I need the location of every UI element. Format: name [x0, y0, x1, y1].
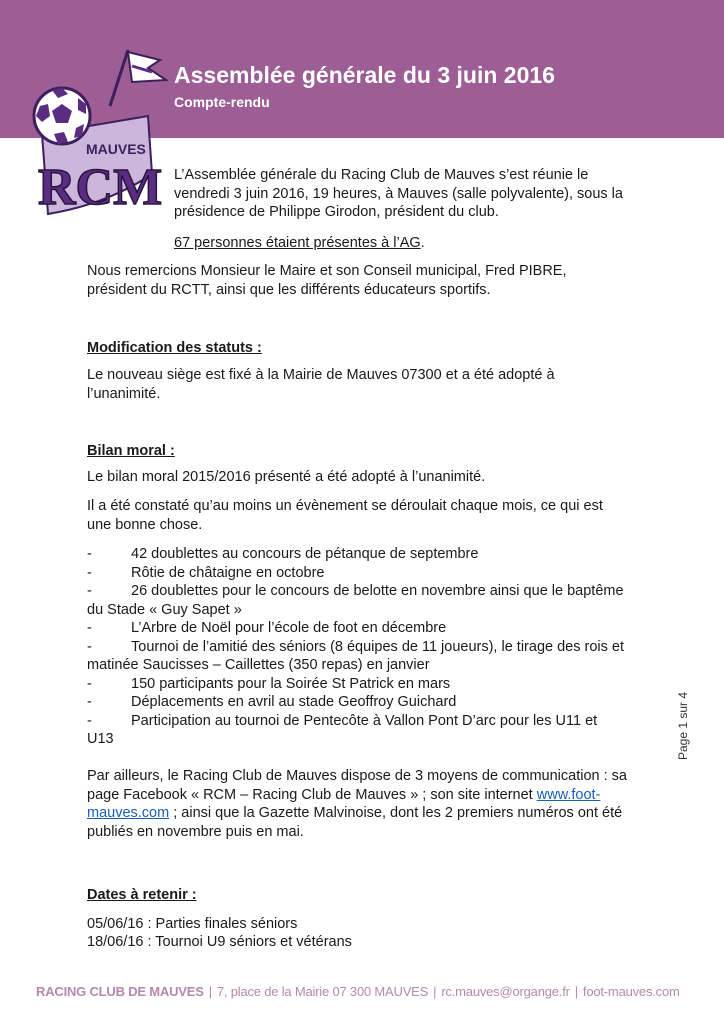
attendance-suffix: .	[420, 235, 425, 251]
list-item-text: 26 doublettes pour le concours de belotte en novembre ainsi que le baptême du Stade « Guy Sapet »	[87, 583, 624, 618]
communication-text-after: ; ainsi que la Gazette Malvinoise, dont les 2 premiers numéros ont été publiés en novembre puis en mai.	[87, 805, 623, 840]
footer-address: 7, place de la Mairie 07 300 MAUVES	[216, 984, 429, 999]
bilan-heading: Bilan moral :	[87, 443, 175, 459]
intro-paragraph: L’Assemblée générale du Racing Club de Mauves s’est réunie le vendredi 3 juin 2016, 19 heures, à Mauves (salle polyvalente), sous la présidence de Philippe Girodon, président du club.	[174, 167, 623, 220]
attendance-text: 67 personnes étaient présentes à l’AG	[174, 235, 421, 251]
list-dash: -	[87, 583, 92, 599]
attendance-line	[174, 234, 644, 253]
list-item	[87, 564, 627, 583]
list-dash: -	[87, 564, 92, 581]
list-item	[87, 693, 627, 712]
list-item-text: 150 participants pour la Soirée St Patrick en mars	[131, 675, 451, 692]
footer	[36, 984, 716, 999]
list-dash: -	[87, 675, 92, 692]
list-item	[87, 638, 627, 675]
list-item	[87, 712, 627, 749]
list-item-text: Tournoi de l’amitié des séniors (8 équipes de 11 joueurs), le tirage des rois et matinée Saucisses – Caillettes (350 repas) en janvier	[87, 638, 624, 673]
dates-item: 05/06/16 : Parties finales séniors	[87, 916, 298, 932]
statuts-text: Le nouveau siège est fixé à la Mairie de Mauves 07300 et a été adopté à l’unanimité.	[87, 367, 555, 402]
bilan-paragraph-1: Le bilan moral 2015/2016 présenté a été adopté à l’unanimité.	[87, 469, 486, 485]
club-logo	[28, 46, 168, 216]
list-item	[87, 619, 627, 638]
communication-text-before: Par ailleurs, le Racing Club de Mauves dispose de 3 moyens de communication : sa page Facebook « RCM – Racing Club de Mauves » ; son site internet	[87, 768, 627, 803]
page-number: Page 1 sur 4	[676, 691, 690, 760]
list-item-text: L’Arbre de Noël pour l’école de foot en décembre	[131, 620, 447, 636]
footer-separator: |	[433, 984, 437, 999]
list-item-text: Participation au tournoi de Pentecôte à Vallon Pont D’arc pour les U11 et U13	[87, 712, 598, 747]
statuts-heading: Modification des statuts :	[87, 340, 262, 356]
dates-heading: Dates à retenir :	[87, 887, 197, 903]
list-dash: -	[87, 694, 92, 710]
page-title: Assemblée générale du 3 juin 2016	[174, 62, 555, 88]
list-item	[87, 582, 627, 619]
logo-top-text: MAUVES	[86, 141, 146, 157]
page-subtitle: Compte-rendu	[174, 94, 270, 110]
website-link[interactable]: www.foot-mauves.com	[87, 786, 601, 821]
list-dash: -	[87, 620, 92, 636]
list-item-text: Déplacements en avril au stade Geoffroy Guichard	[131, 694, 457, 710]
list-item	[87, 545, 627, 564]
list-item	[87, 675, 627, 694]
thanks-paragraph: Nous remercions Monsieur le Maire et son Conseil municipal, Fred PIBRE, président du RCTT, ainsi que les différents éducateurs sportifs.	[87, 263, 567, 298]
list-item-text: Rôtie de châtaigne en octobre	[131, 564, 325, 581]
football-icon	[34, 88, 90, 144]
list-dash: -	[87, 546, 92, 562]
list-item-text: 42 doublettes au concours de pétanque de septembre	[131, 546, 479, 562]
list-dash: -	[87, 712, 92, 729]
footer-separator: |	[208, 984, 212, 999]
dates-item: 18/06/16 : Tournoi U9 séniors et vétérans	[87, 934, 352, 950]
footer-club-name: RACING CLUB DE MAUVES	[36, 984, 204, 999]
footer-site[interactable]: foot-mauves.com	[582, 984, 680, 999]
footer-email[interactable]: rc.mauves@organge.fr	[441, 984, 570, 999]
list-dash: -	[87, 638, 92, 655]
events-list	[87, 545, 627, 749]
communication-paragraph	[87, 767, 627, 841]
logo-letters: RCM	[38, 159, 163, 216]
bilan-paragraph-2: Il a été constaté qu’au moins un évènement se déroulait chaque mois, ce qui est une bonne chose.	[87, 498, 603, 533]
footer-separator: |	[574, 984, 578, 999]
